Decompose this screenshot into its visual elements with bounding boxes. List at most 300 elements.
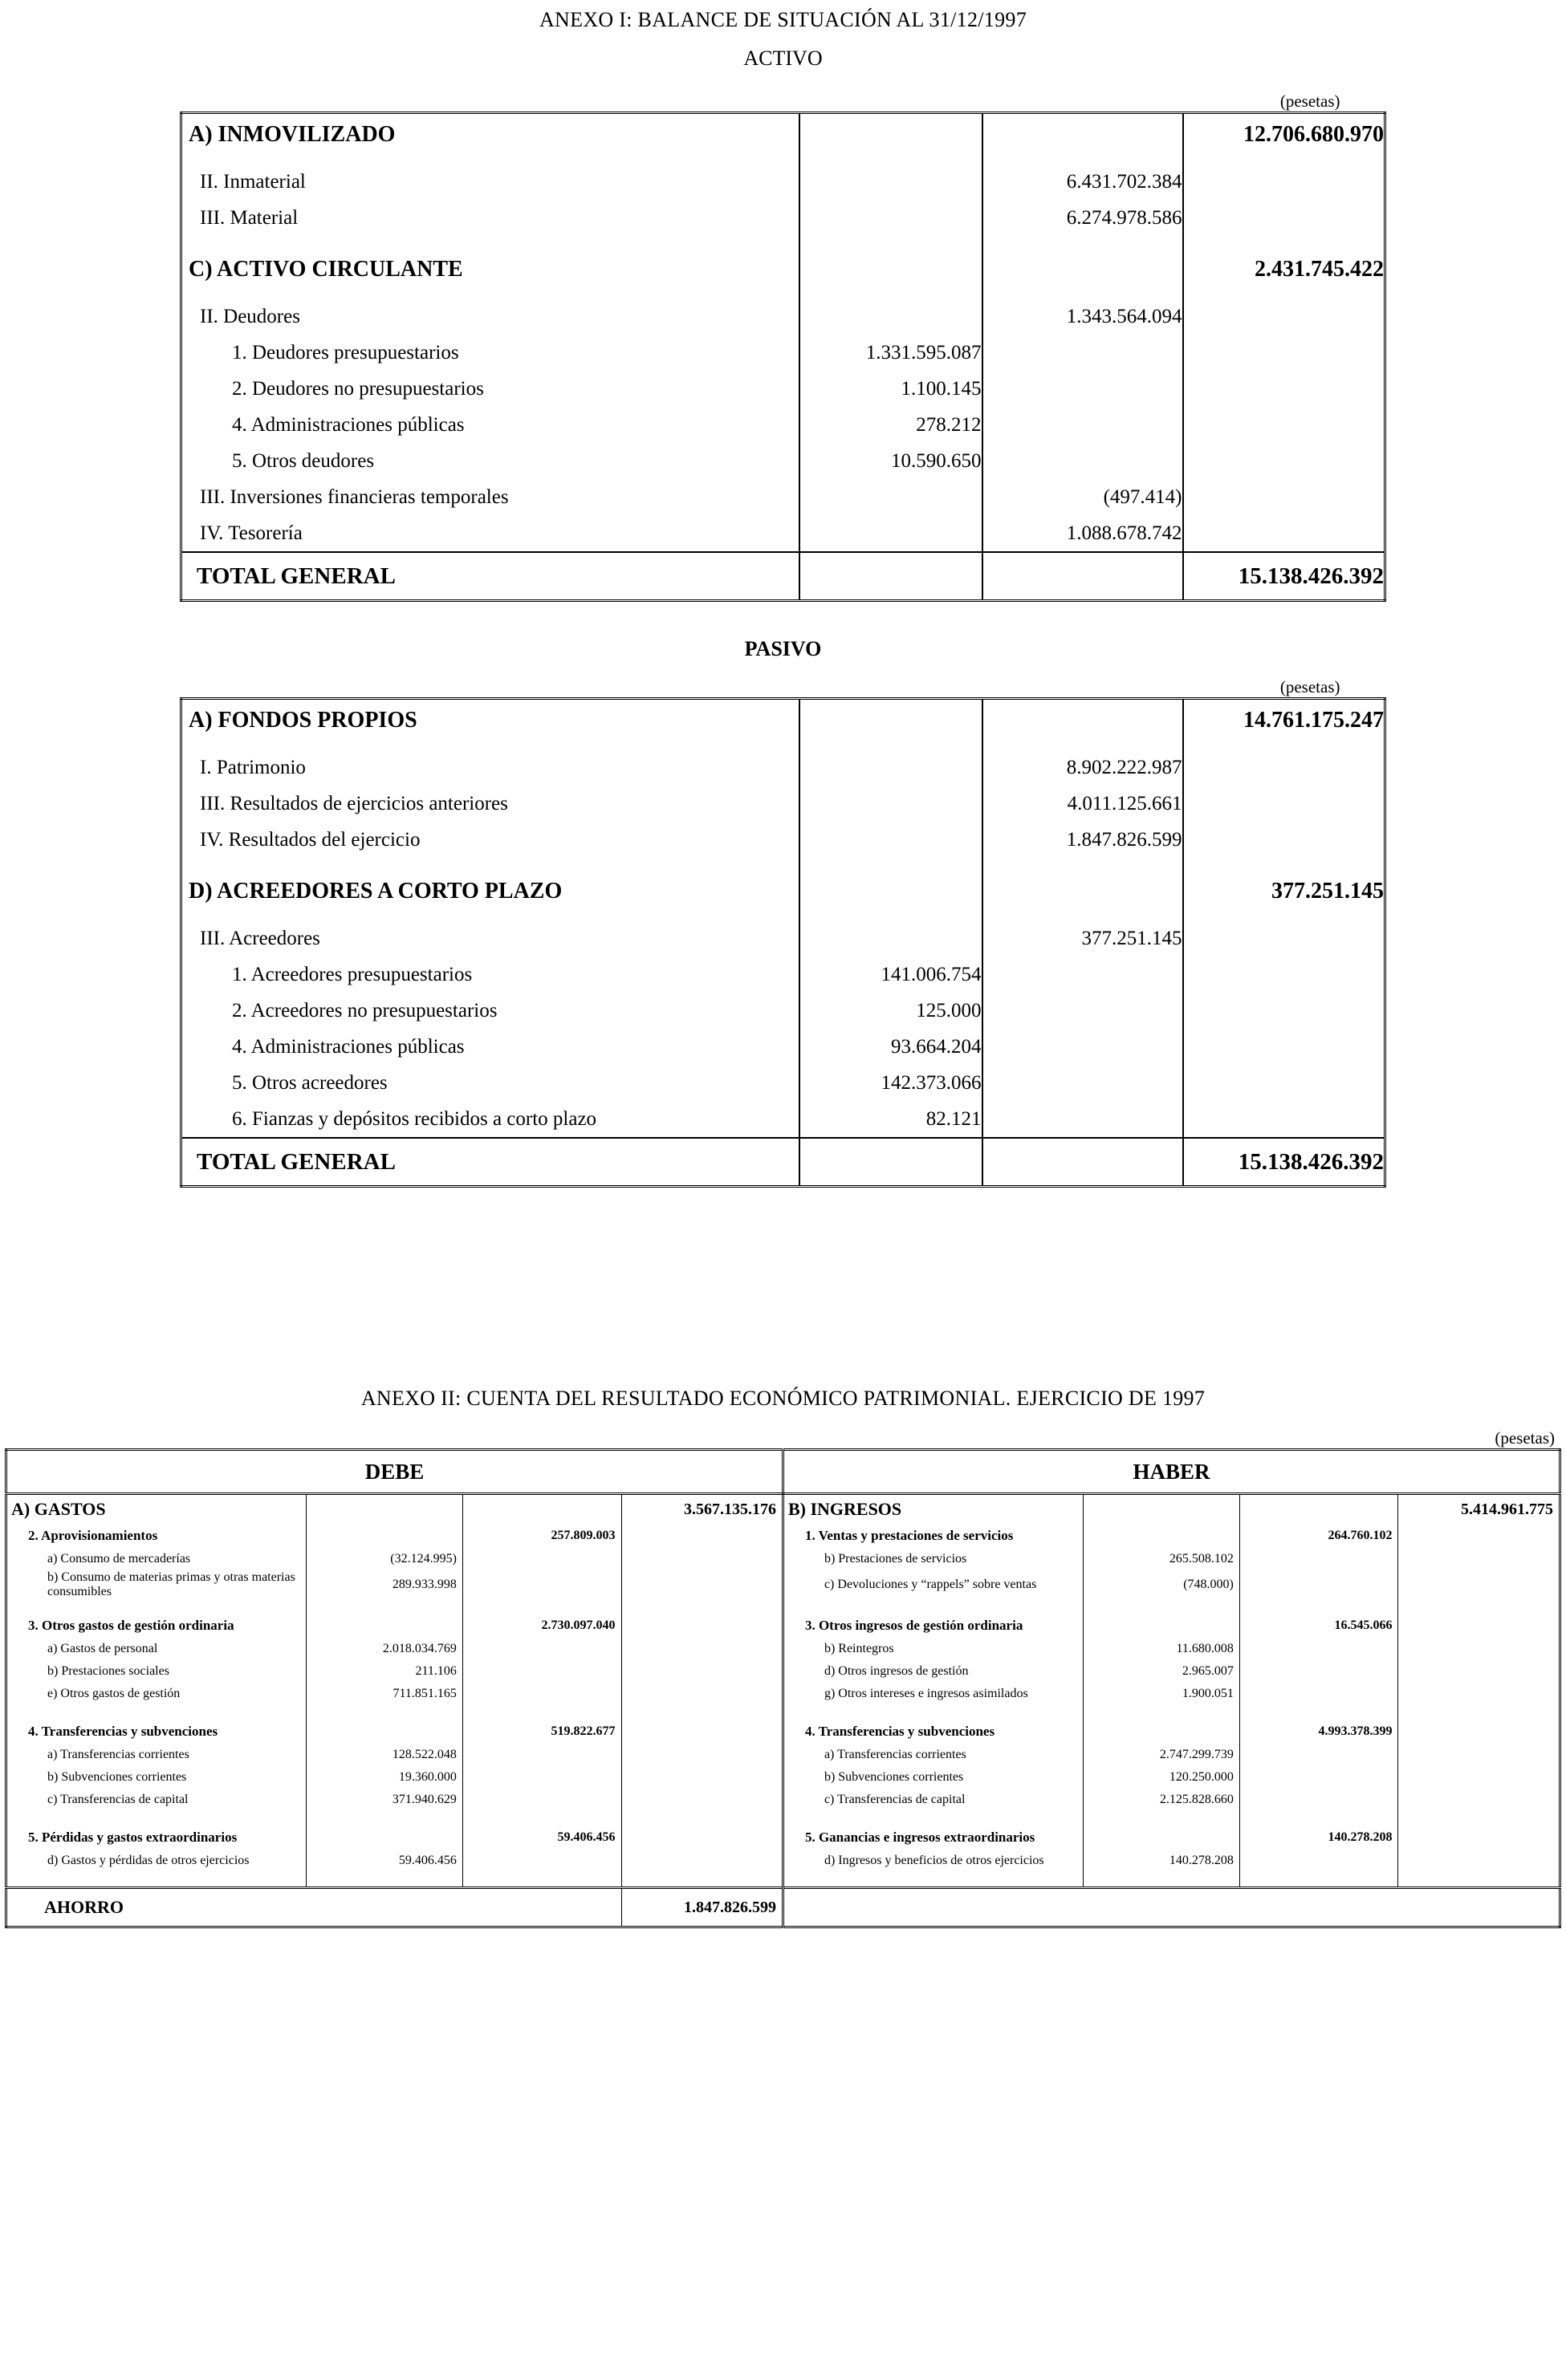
debe-value-col3: [621, 1683, 783, 1705]
row-label: 2. Deudores no presupuestarios: [181, 371, 799, 407]
haber-value-col2: 264.760.102: [1239, 1524, 1398, 1548]
haber-value-col3: [1398, 1660, 1560, 1683]
haber-value-col1: [1083, 1705, 1239, 1720]
row-label: 4. Administraciones públicas: [181, 1029, 799, 1065]
row-value-col3: [1183, 200, 1385, 236]
row-label: III. Acreedores: [181, 920, 799, 956]
ahorro-row: [6, 1888, 1560, 1927]
table-total-row: [181, 1138, 1385, 1187]
debe-row-label: [6, 1811, 307, 1826]
table-row: [6, 1570, 1560, 1599]
debe-value-col2: [462, 1872, 621, 1888]
row-label: II. Deudores: [181, 299, 799, 335]
table-row: [6, 1599, 1560, 1614]
haber-value-col2: [1239, 1811, 1398, 1826]
table-row: [181, 1065, 1385, 1101]
haber-row-label: a) Transferencias corrientes: [783, 1744, 1083, 1766]
row-value-col2: [982, 1138, 1183, 1187]
row-value-col3: 377.251.145: [1183, 871, 1385, 912]
debe-value-col2: [462, 1850, 621, 1872]
debe-row-label: 2. Aprovisionamientos: [6, 1524, 307, 1548]
row-label: A) INMOVILIZADO: [181, 113, 799, 156]
debe-value-col3: [621, 1570, 783, 1599]
annex2-title: ANEXO II: CUENTA DEL RESULTADO ECONÓMICO PATRIMONIAL. EJERCICIO DE 1997: [360, 1387, 1206, 1410]
row-value-col2: [982, 552, 1183, 601]
debe-row-label: a) Gastos de personal: [6, 1638, 307, 1660]
haber-value-col2: [1239, 1683, 1398, 1705]
row-label: 6. Fianzas y depósitos recibidos a corto plazo: [181, 1101, 799, 1138]
table-total-row: [181, 552, 1385, 601]
haber-value-col2: [1239, 1850, 1398, 1872]
row-value-col2: 6.431.702.384: [982, 164, 1183, 200]
table-row: [181, 371, 1385, 407]
debe-value-col1: 2.018.034.769: [306, 1638, 462, 1660]
haber-row-label: d) Ingresos y beneficios de otros ejercicios: [783, 1850, 1083, 1872]
haber-row-label: [783, 1811, 1083, 1826]
haber-value-col1: 2.965.007: [1083, 1660, 1239, 1683]
haber-value-col3: [1398, 1744, 1560, 1766]
haber-value-col3: [1398, 1766, 1560, 1789]
haber-value-col1: 265.508.102: [1083, 1548, 1239, 1570]
haber-value-col1: [1083, 1811, 1239, 1826]
row-value-col3: [1183, 407, 1385, 443]
table-row: [181, 515, 1385, 552]
row-label: TOTAL GENERAL: [181, 1138, 799, 1187]
ahorro-empty: [783, 1888, 1560, 1927]
row-value-col3: [1183, 443, 1385, 479]
debe-value-col2: [462, 1494, 621, 1525]
row-value-col1: [799, 164, 982, 200]
table-row: [181, 407, 1385, 443]
debe-row-label: b) Subvenciones corrientes: [6, 1766, 307, 1789]
haber-row-label: 5. Ganancias e ingresos extraordinarios: [783, 1826, 1083, 1850]
row-value-col2: 1.343.564.094: [982, 299, 1183, 335]
debe-value-col2: [462, 1789, 621, 1811]
spacer-row: [181, 156, 1385, 164]
debe-value-col2: [462, 1570, 621, 1599]
spacer-row: [181, 290, 1385, 299]
haber-value-col1: (748.000): [1083, 1570, 1239, 1599]
debe-value-col1: 19.360.000: [306, 1766, 462, 1789]
haber-row-label: b) Subvenciones corrientes: [783, 1766, 1083, 1789]
debe-value-col3: [621, 1720, 783, 1744]
table-row: [181, 299, 1385, 335]
row-value-col3: [1183, 993, 1385, 1029]
haber-header: HABER: [783, 1450, 1560, 1494]
row-label: 2. Acreedores no presupuestarios: [181, 993, 799, 1029]
haber-value-col2: [1239, 1744, 1398, 1766]
row-value-col3: [1183, 822, 1385, 858]
haber-row-label: [783, 1705, 1083, 1720]
debe-value-col3: [621, 1850, 783, 1872]
table-row: [6, 1660, 1560, 1683]
row-label: I. Patrimonio: [181, 749, 799, 786]
haber-row-label: 4. Transferencias y subvenciones: [783, 1720, 1083, 1744]
row-value-col1: 142.373.066: [799, 1065, 982, 1101]
debe-row-label: [6, 1599, 307, 1614]
haber-row-label: c) Transferencias de capital: [783, 1789, 1083, 1811]
row-value-col1: 93.664.204: [799, 1029, 982, 1065]
row-value-col3: [1183, 299, 1385, 335]
debe-value-col3: [621, 1826, 783, 1850]
debe-value-col3: [621, 1599, 783, 1614]
table-row: [6, 1826, 1560, 1850]
debe-value-col3: [621, 1705, 783, 1720]
debe-value-col1: [306, 1705, 462, 1720]
row-label: D) ACREEDORES A CORTO PLAZO: [181, 871, 799, 912]
row-value-col3: [1183, 1065, 1385, 1101]
haber-value-col1: 11.680.008: [1083, 1638, 1239, 1660]
row-value-col1: 10.590.650: [799, 443, 982, 479]
haber-row-label: c) Devoluciones y “rappels” sobre ventas: [783, 1570, 1083, 1599]
row-label: C) ACTIVO CIRCULANTE: [181, 249, 799, 290]
row-value-col1: [799, 749, 982, 786]
table-row: [181, 920, 1385, 956]
debe-value-col3: [621, 1548, 783, 1570]
row-label: III. Resultados de ejercicios anteriores: [181, 786, 799, 822]
row-label: IV. Resultados del ejercicio: [181, 822, 799, 858]
activo-table: [180, 112, 1386, 602]
haber-value-col3: [1398, 1826, 1560, 1850]
row-value-col2: [982, 443, 1183, 479]
row-value-col3: [1183, 164, 1385, 200]
debe-value-col2: [462, 1744, 621, 1766]
row-value-col1: [799, 479, 982, 515]
table-row: [181, 113, 1385, 156]
debe-row-label: a) Consumo de mercaderías: [6, 1548, 307, 1570]
debe-value-col2: 2.730.097.040: [462, 1614, 621, 1638]
debe-row-label: A) GASTOS: [6, 1494, 307, 1525]
row-value-col1: [799, 200, 982, 236]
spacer-row: [181, 236, 1385, 249]
haber-value-col2: [1239, 1872, 1398, 1888]
debe-value-col3: [621, 1744, 783, 1766]
row-value-col1: 141.006.754: [799, 956, 982, 993]
debe-row-label: 4. Transferencias y subvenciones: [6, 1720, 307, 1744]
row-value-col3: [1183, 1029, 1385, 1065]
row-value-col2: [982, 871, 1183, 912]
row-label: A) FONDOS PROPIOS: [181, 699, 799, 742]
row-value-col3: [1183, 1101, 1385, 1138]
debe-value-col3: 3.567.135.176: [621, 1494, 783, 1525]
debe-row-label: [6, 1705, 307, 1720]
table-row: [6, 1494, 1560, 1525]
haber-value-col1: 140.278.208: [1083, 1850, 1239, 1872]
table-row: [181, 993, 1385, 1029]
row-value-col2: [982, 335, 1183, 371]
pasivo-units-caption: (pesetas): [1279, 677, 1340, 697]
debe-value-col1: [306, 1524, 462, 1548]
row-value-col2: 6.274.978.586: [982, 200, 1183, 236]
haber-row-label: d) Otros ingresos de gestión: [783, 1660, 1083, 1683]
row-value-col2: [982, 407, 1183, 443]
row-label: III. Material: [181, 200, 799, 236]
haber-row-label: [783, 1599, 1083, 1614]
row-value-col1: [799, 920, 982, 956]
haber-value-col2: [1239, 1766, 1398, 1789]
row-value-col2: 1.847.826.599: [982, 822, 1183, 858]
debe-value-col2: [462, 1599, 621, 1614]
spacer-row: [181, 912, 1385, 920]
debe-row-label: c) Transferencias de capital: [6, 1789, 307, 1811]
haber-value-col2: [1239, 1789, 1398, 1811]
debe-value-col1: [306, 1720, 462, 1744]
haber-value-col3: [1398, 1548, 1560, 1570]
row-label: 5. Otros acreedores: [181, 1065, 799, 1101]
debe-row-label: 5. Pérdidas y gastos extraordinarios: [6, 1826, 307, 1850]
haber-value-col3: [1398, 1638, 1560, 1660]
haber-value-col1: [1083, 1614, 1239, 1638]
debe-value-col1: 128.522.048: [306, 1744, 462, 1766]
row-value-col2: [982, 1029, 1183, 1065]
debe-value-col2: [462, 1660, 621, 1683]
pasivo-table: [180, 697, 1386, 1188]
row-label: III. Inversiones financieras temporales: [181, 479, 799, 515]
haber-value-col2: [1239, 1570, 1398, 1599]
table-row: [6, 1638, 1560, 1660]
debe-value-col3: [621, 1872, 783, 1888]
debe-value-col1: [306, 1614, 462, 1638]
row-label: 1. Deudores presupuestarios: [181, 335, 799, 371]
debe-value-col2: 519.822.677: [462, 1720, 621, 1744]
haber-row-label: g) Otros intereses e ingresos asimilados: [783, 1683, 1083, 1705]
haber-value-col2: [1239, 1705, 1398, 1720]
row-value-col3: [1183, 335, 1385, 371]
row-value-col1: [799, 299, 982, 335]
ahorro-label: AHORRO: [6, 1888, 622, 1927]
table-row: [6, 1850, 1560, 1872]
haber-row-label: b) Reintegros: [783, 1638, 1083, 1660]
row-value-col2: [982, 371, 1183, 407]
row-value-col2: 1.088.678.742: [982, 515, 1183, 552]
row-value-col1: [799, 699, 982, 742]
haber-row-label: 3. Otros ingresos de gestión ordinaria: [783, 1614, 1083, 1638]
row-value-col3: 12.706.680.970: [1183, 113, 1385, 156]
table-row: [181, 249, 1385, 290]
table-row: [181, 1101, 1385, 1138]
haber-value-col1: 2.747.299.739: [1083, 1744, 1239, 1766]
row-label: II. Inmaterial: [181, 164, 799, 200]
debe-value-col1: 211.106: [306, 1660, 462, 1683]
debe-value-col3: [621, 1638, 783, 1660]
row-value-col1: [799, 822, 982, 858]
haber-value-col2: [1239, 1548, 1398, 1570]
haber-value-col3: [1398, 1614, 1560, 1638]
row-value-col2: 377.251.145: [982, 920, 1183, 956]
table-row: [6, 1524, 1560, 1548]
haber-row-label: 1. Ventas y prestaciones de servicios: [783, 1524, 1083, 1548]
row-value-col3: [1183, 515, 1385, 552]
table-row: [6, 1705, 1560, 1720]
row-value-col1: [799, 1138, 982, 1187]
debe-value-col1: [306, 1826, 462, 1850]
haber-value-col3: [1398, 1789, 1560, 1811]
table-row: [6, 1548, 1560, 1570]
row-value-col3: [1183, 786, 1385, 822]
table-row: [181, 699, 1385, 742]
haber-value-col3: 5.414.961.775: [1461, 1500, 1553, 1518]
debe-value-col3: [621, 1660, 783, 1683]
row-value-col1: 278.212: [799, 407, 982, 443]
table-row: [6, 1720, 1560, 1744]
debe-value-col3: [621, 1524, 783, 1548]
table-row: [181, 822, 1385, 858]
debe-value-col2: [462, 1638, 621, 1660]
table-row: [6, 1811, 1560, 1826]
ahorro-value: 1.847.826.599: [621, 1888, 783, 1927]
row-value-col3: 15.138.426.392: [1183, 1138, 1385, 1187]
debe-row-label: b) Prestaciones sociales: [6, 1660, 307, 1683]
debe-value-col2: [462, 1705, 621, 1720]
table-row: [181, 443, 1385, 479]
haber-value-col3: [1398, 1599, 1560, 1614]
row-label: 4. Administraciones públicas: [181, 407, 799, 443]
debe-value-col1: [306, 1811, 462, 1826]
debe-value-col1: 371.940.629: [306, 1789, 462, 1811]
row-value-col3: [1183, 749, 1385, 786]
debe-row-label: 3. Otros gastos de gestión ordinaria: [6, 1614, 307, 1638]
row-label: TOTAL GENERAL: [181, 552, 799, 601]
row-value-col1: 1.331.595.087: [799, 335, 982, 371]
row-value-col2: 4.011.125.661: [982, 786, 1183, 822]
table-row: [181, 164, 1385, 200]
row-value-col1: 125.000: [799, 993, 982, 1029]
haber-value-col1: [1083, 1872, 1239, 1888]
haber-row-label: [783, 1872, 1083, 1888]
debe-value-col2: [462, 1766, 621, 1789]
debe-value-col3: [621, 1811, 783, 1826]
row-value-col3: 15.138.426.392: [1183, 552, 1385, 601]
table-row: [181, 749, 1385, 786]
resultado-table-body: [6, 1494, 1560, 1888]
activo-units-caption: (pesetas): [1279, 91, 1340, 111]
table-row: [6, 1614, 1560, 1638]
table-row: [181, 1029, 1385, 1065]
haber-value-col1: 1.900.051: [1083, 1683, 1239, 1705]
table-row: [6, 1683, 1560, 1705]
row-value-col3: [1183, 479, 1385, 515]
row-value-col3: [1183, 956, 1385, 993]
debe-row-label: e) Otros gastos de gestión: [6, 1683, 307, 1705]
debe-value-col2: [462, 1683, 621, 1705]
debe-value-col2: 257.809.003: [462, 1524, 621, 1548]
row-value-col1: [799, 249, 982, 290]
resultado-table-foot: [6, 1888, 1560, 1927]
row-value-col2: 8.902.222.987: [982, 749, 1183, 786]
haber-value-col3: [1398, 1850, 1560, 1872]
table-row: [6, 1766, 1560, 1789]
row-value-col1: [799, 552, 982, 601]
debe-value-col1: [306, 1494, 462, 1525]
debe-row-label: [6, 1872, 307, 1888]
debe-value-col1: 711.851.165: [306, 1683, 462, 1705]
row-value-col3: 14.761.175.247: [1183, 699, 1385, 742]
haber-value-col2: 140.278.208: [1239, 1826, 1398, 1850]
haber-value-col2: [1239, 1638, 1398, 1660]
row-value-col1: 1.100.145: [799, 371, 982, 407]
haber-value-col3: [1398, 1570, 1560, 1599]
haber-value-col1: 2.125.828.660: [1083, 1789, 1239, 1811]
row-value-col2: [982, 1065, 1183, 1101]
haber-value-col2: [1239, 1660, 1398, 1683]
haber-value-col1: 120.250.000: [1083, 1766, 1239, 1789]
row-label: IV. Tesorería: [181, 515, 799, 552]
haber-value-col1: [1083, 1494, 1239, 1525]
row-value-col3: 2.431.745.422: [1183, 249, 1385, 290]
debe-value-col3: [621, 1614, 783, 1638]
row-value-col2: [982, 993, 1183, 1029]
annex2-units-caption: (pesetas): [1495, 1428, 1555, 1448]
row-value-col1: [799, 871, 982, 912]
row-value-col2: (497.414): [982, 479, 1183, 515]
debe-value-col2: [462, 1811, 621, 1826]
haber-value-col1: [1083, 1524, 1239, 1548]
haber-value-col2: [1239, 1599, 1398, 1614]
row-value-col2: [982, 956, 1183, 993]
debe-row-label: d) Gastos y pérdidas de otros ejercicios: [6, 1850, 307, 1872]
activo-section-title: ACTIVO: [743, 47, 823, 70]
annex1-title: ANEXO I: BALANCE DE SITUACIÓN AL 31/12/1997: [539, 8, 1027, 31]
pasivo-table-body: [181, 699, 1385, 1187]
haber-value-col3: [1398, 1705, 1560, 1720]
row-value-col3: [1183, 371, 1385, 407]
debe-row-label: b) Consumo de materias primas y otras materias consumibles: [6, 1570, 307, 1599]
table-row: [181, 479, 1385, 515]
debe-value-col1: 59.406.456: [306, 1850, 462, 1872]
table-row: [6, 1744, 1560, 1766]
row-value-col1: 82.121: [799, 1101, 982, 1138]
table-row: [181, 956, 1385, 993]
haber-value-col3: [1398, 1524, 1560, 1548]
haber-value-col1: [1083, 1720, 1239, 1744]
debe-row-label: a) Transferencias corrientes: [6, 1744, 307, 1766]
row-value-col1: [799, 113, 982, 156]
table-row: [6, 1872, 1560, 1888]
activo-table-body: [181, 113, 1385, 601]
debe-value-col2: [462, 1548, 621, 1570]
debe-value-col1: [306, 1872, 462, 1888]
row-value-col2: [982, 1101, 1183, 1138]
row-value-col1: [799, 786, 982, 822]
haber-value-col2: [1239, 1494, 1398, 1525]
pasivo-section-title: PASIVO: [744, 637, 822, 660]
resultado-table: [5, 1448, 1561, 1928]
debe-value-col1: 289.933.998: [306, 1570, 462, 1599]
row-value-col2: [982, 699, 1183, 742]
haber-value-col1: [1083, 1826, 1239, 1850]
spacer-row: [181, 858, 1385, 871]
haber-value-col3: [1398, 1872, 1560, 1888]
row-value-col3: [1183, 920, 1385, 956]
debe-value-col3: [621, 1766, 783, 1789]
table-row: [181, 335, 1385, 371]
debe-header: DEBE: [6, 1450, 783, 1494]
table-row: [181, 200, 1385, 236]
debe-value-col1: [306, 1599, 462, 1614]
haber-value-col3: [1398, 1811, 1560, 1826]
debe-value-col3: [621, 1789, 783, 1811]
table-row: [181, 786, 1385, 822]
haber-value-col1: [1083, 1599, 1239, 1614]
haber-value-col2: 16.545.066: [1239, 1614, 1398, 1638]
table-row: [181, 871, 1385, 912]
spacer-row: [181, 741, 1385, 749]
debe-value-col2: 59.406.456: [462, 1826, 621, 1850]
haber-value-col2: 4.993.378.399: [1239, 1720, 1398, 1744]
row-value-col1: [799, 515, 982, 552]
resultado-header-row: [6, 1450, 1560, 1494]
haber-row-label: b) Prestaciones de servicios: [783, 1548, 1083, 1570]
